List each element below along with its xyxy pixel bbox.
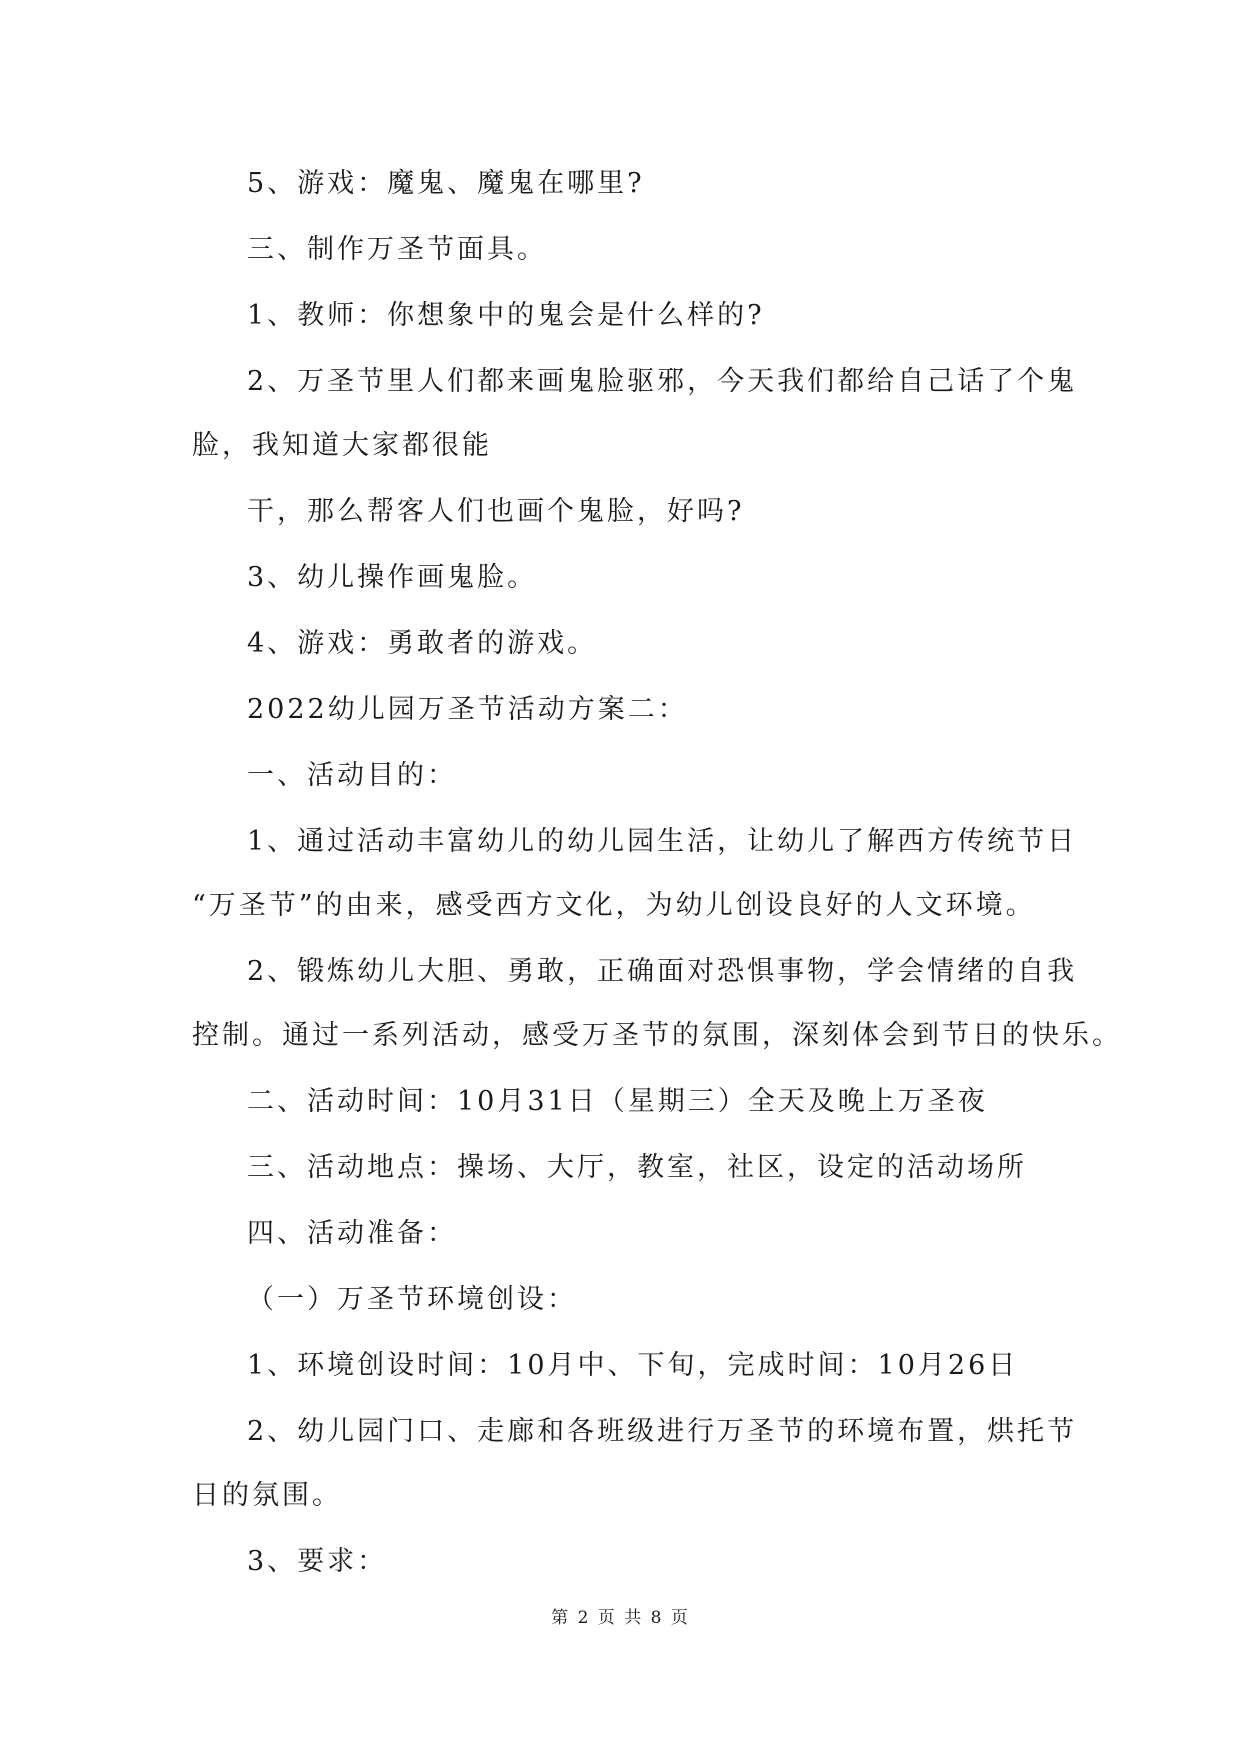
text-line: 2、锻炼幼儿大胆、勇敢，正确面对恐惧事物，学会情绪的自我 (247, 956, 1078, 987)
text-line: 脸，我知道大家都很能 (192, 430, 492, 461)
text-line: 日的氛围。 (192, 1480, 342, 1511)
text-line: 三、制作万圣节面具。 (247, 234, 547, 265)
text-line: 4、游戏：勇敢者的游戏。 (247, 628, 598, 659)
text-line: 3、幼儿操作画鬼脸。 (247, 562, 538, 593)
text-line: 1、教师：你想象中的鬼会是什么样的? (247, 300, 765, 331)
text-line: 5、游戏：魔鬼、魔鬼在哪里? (247, 168, 645, 199)
text-line: 三、活动地点：操场、大厅，教室，社区，设定的活动场所 (247, 1152, 1027, 1183)
text-line: 干，那么帮客人们也画个鬼脸，好吗? (247, 496, 745, 527)
text-line: 1、环境创设时间：10月中、下旬，完成时间：10月26日 (247, 1350, 1019, 1381)
text-line: 四、活动准备： (247, 1218, 457, 1249)
text-line: 一、活动目的： (247, 760, 457, 791)
text-line: 二、活动时间：10月31日（星期三）全天及晚上万圣夜 (247, 1086, 988, 1117)
text-line: 控制。通过一系列活动，感受万圣节的氛围，深刻体会到节日的快乐。 (192, 1020, 1122, 1051)
text-line: 1、通过活动丰富幼儿的幼儿园生活，让幼儿了解西方传统节日 (247, 826, 1078, 857)
text-line: （一）万圣节环境创设： (247, 1284, 577, 1315)
section-heading: 2022幼儿园万圣节活动方案二： (247, 694, 688, 725)
text-line: 3、要求： (247, 1546, 388, 1577)
text-line: 2、幼儿园门口、走廊和各班级进行万圣节的环境布置，烘托节 (247, 1416, 1078, 1447)
page-footer: 第 2 页 共 8 页 (551, 1608, 690, 1628)
text-line: “万圣节”的由来，感受西方文化，为幼儿创设良好的人文环境。 (192, 890, 1036, 921)
text-line: 2、万圣节里人们都来画鬼脸驱邪，今天我们都给自己话了个鬼 (247, 366, 1078, 397)
